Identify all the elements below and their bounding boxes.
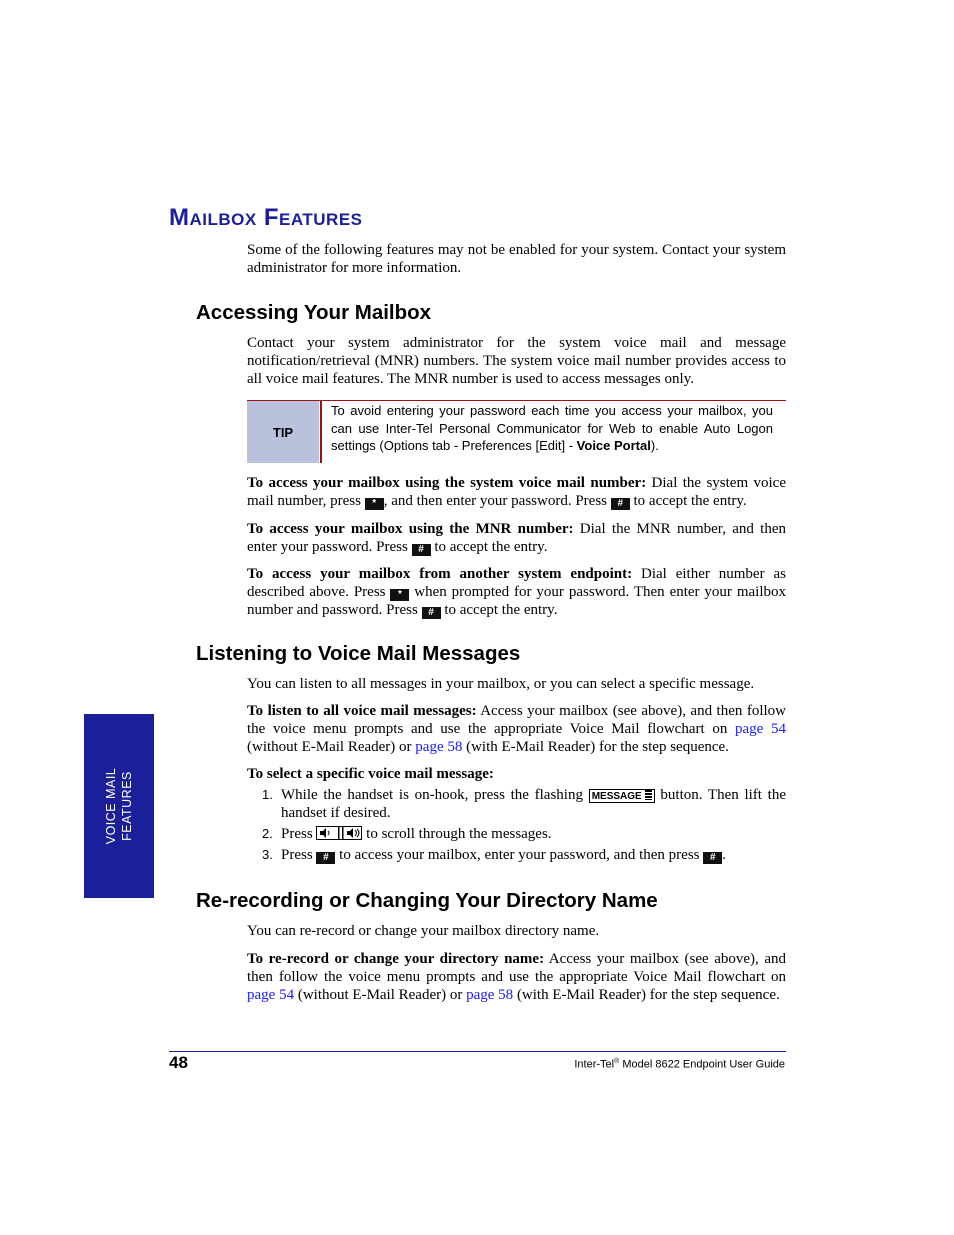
footer-title bbox=[574, 1058, 785, 1071]
step-item bbox=[247, 825, 786, 843]
tip-label: TIP bbox=[247, 401, 319, 463]
tip-text-end: ). bbox=[650, 438, 659, 453]
para-text: (with E-Mail Reader) for the step sequence. bbox=[513, 987, 780, 1003]
para-access-other-endpoint bbox=[247, 565, 786, 619]
hash-key-icon: # bbox=[412, 544, 431, 556]
tip-rule bbox=[247, 400, 786, 401]
para-lead: To re-record or change your directory name: bbox=[247, 951, 545, 967]
para-text: to accept the entry. bbox=[430, 539, 548, 555]
page-54-link[interactable]: page 54 bbox=[735, 721, 786, 737]
chapter-title: Mailbox Features bbox=[169, 204, 363, 231]
step-text: Press bbox=[281, 847, 317, 863]
page-58-link[interactable]: page 58 bbox=[415, 739, 463, 755]
tip-box bbox=[247, 400, 786, 463]
step-text: . bbox=[722, 847, 726, 863]
side-tab-line1: VOICE MAIL bbox=[104, 767, 118, 845]
select-message-heading: To select a specific voice mail message: bbox=[247, 766, 494, 782]
para-text: Access your mailbox (see above), and then follow the voice menu prompts and use the appropriate Voice Mail flowchart on bbox=[247, 703, 786, 737]
section-heading-listening: Listening to Voice Mail Messages bbox=[196, 642, 521, 665]
para-lead: To access your mailbox using the system voice mail number: bbox=[247, 475, 647, 491]
chapter-side-tab bbox=[84, 714, 154, 898]
step-item bbox=[247, 786, 786, 822]
message-lamp-icon bbox=[645, 790, 652, 800]
footer-rule bbox=[169, 1051, 786, 1052]
para-text: Dial either number as described above. Press bbox=[247, 566, 786, 600]
para-text: Dial the MNR number, and then enter your password. Press bbox=[247, 521, 786, 555]
side-tab-label bbox=[103, 768, 135, 845]
step-item bbox=[247, 846, 786, 864]
step-number: 3. bbox=[262, 847, 273, 862]
registered-mark: ® bbox=[614, 1058, 620, 1065]
para-rerecord bbox=[247, 950, 786, 1004]
star-key-icon: * bbox=[365, 498, 384, 510]
message-button-icon bbox=[589, 789, 655, 803]
page-number: 48 bbox=[169, 1053, 188, 1072]
step-number: 2. bbox=[262, 826, 273, 841]
para-text: when prompted for your password. Then enter your mailbox number and password. Press bbox=[247, 584, 786, 618]
para-text: to accept the entry. bbox=[629, 493, 747, 509]
step-text: to scroll through the messages. bbox=[362, 826, 552, 842]
section-heading-accessing-mailbox: Accessing Your Mailbox bbox=[196, 301, 432, 324]
star-key-icon: * bbox=[390, 589, 409, 601]
page-58-link[interactable]: page 58 bbox=[466, 987, 514, 1003]
section-listening-para: You can listen to all messages in your mailbox, or you can select a specific message. bbox=[247, 676, 755, 692]
volume-speaker-icon bbox=[317, 827, 361, 839]
para-lead: To listen to all voice mail messages: bbox=[247, 703, 477, 719]
footer-doc-title: Model 8622 Endpoint User Guide bbox=[619, 1058, 785, 1071]
para-text: Dial the system voice mail number, press bbox=[247, 475, 786, 509]
steps-list bbox=[247, 786, 786, 864]
hash-key-icon: # bbox=[422, 607, 441, 619]
side-tab-line2: FEATURES bbox=[120, 771, 134, 841]
hash-key-icon: # bbox=[611, 498, 630, 510]
tip-text-bold: Voice Portal bbox=[576, 438, 651, 453]
para-text: (with E-Mail Reader) for the step sequence. bbox=[462, 739, 729, 755]
section-accessing-para: Contact your system administrator for the system voice mail and message notification/retrieval (MNR) numbers. The system voice mail number provides access to all voice mail features. The MNR number is used to access messages only. bbox=[247, 335, 786, 387]
step-text: to access your mailbox, enter your password, and then press bbox=[335, 847, 704, 863]
para-text: Access your mailbox (see above), and then follow the voice menu prompts and use the appropriate Voice Mail flowchart on bbox=[247, 951, 786, 985]
chapter-intro: Some of the following features may not be enabled for your system. Contact your system administrator for more information. bbox=[247, 242, 786, 276]
footer-brand: Inter-Tel bbox=[574, 1058, 615, 1071]
tip-text bbox=[331, 402, 773, 455]
step-text: button. Then lift the handset if desired. bbox=[281, 787, 786, 821]
para-lead: To access your mailbox using the MNR number: bbox=[247, 521, 574, 537]
step-number: 1. bbox=[262, 787, 273, 802]
para-text: (without E-Mail Reader) or bbox=[294, 987, 467, 1003]
step-text: While the handset is on-hook, press the flashing bbox=[281, 787, 589, 803]
para-text: to accept the entry. bbox=[440, 602, 558, 618]
hash-key-icon: # bbox=[703, 852, 722, 864]
para-text: (without E-Mail Reader) or bbox=[247, 739, 416, 755]
section-rerecording-para: You can re-record or change your mailbox directory name. bbox=[247, 923, 600, 939]
page-54-link[interactable]: page 54 bbox=[247, 987, 295, 1003]
tip-divider bbox=[320, 401, 322, 463]
message-key-label: MESSAGE bbox=[591, 791, 642, 802]
para-access-system-number bbox=[247, 474, 786, 510]
step-text: Press bbox=[281, 826, 317, 842]
tip-text-body: To avoid entering your password each time you access your mailbox, you can use Inter-Tel Personal Communicator for Web to enable Auto Logon settings (Options tab - Preferences [Edit] - bbox=[331, 403, 773, 453]
para-listen-all bbox=[247, 702, 786, 756]
para-lead: To access your mailbox from another system endpoint: bbox=[247, 566, 633, 582]
volume-scroll-key-icon bbox=[316, 826, 362, 840]
section-heading-rerecording: Re-recording or Changing Your Directory Name bbox=[196, 889, 658, 912]
para-text: , and then enter your password. Press bbox=[383, 493, 611, 509]
para-access-mnr-number bbox=[247, 520, 786, 556]
hash-key-icon: # bbox=[316, 852, 335, 864]
